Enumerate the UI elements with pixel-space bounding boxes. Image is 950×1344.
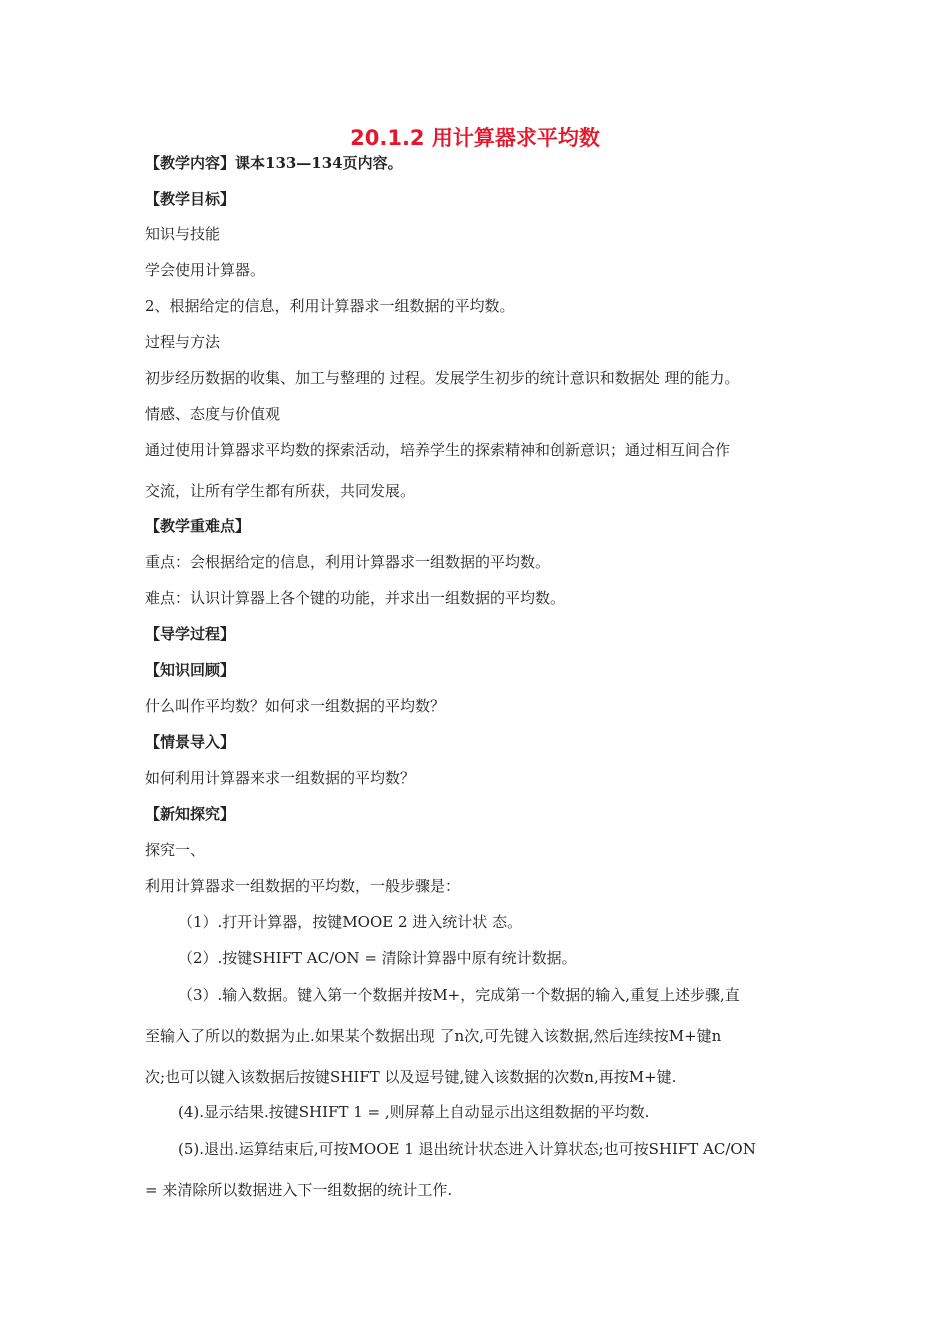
section-guided-process: 【导学过程】 (145, 625, 236, 643)
step-5-line-1: (5).退出.运算结束后,可按MOOE 1 退出统计状态进入计算状态;也可按SHIFT AC/ON (178, 1140, 756, 1158)
review-question: 什么叫作平均数？如何求一组数据的平均数？ (145, 697, 446, 715)
step-3-line-2: 至输入了所以的数据为止.如果某个数据出现 了n次,可先键入该数据,然后连续按M+键n (145, 1027, 722, 1045)
section-key-difficult-points: 【教学重难点】 (145, 517, 251, 535)
teaching-content-line: 【教学内容】课本133—134页内容。 (145, 154, 403, 172)
section-knowledge-review: 【知识回顾】 (145, 661, 236, 679)
step-3-line-1: （3）.输入数据。键入第一个数据并按M+，完成第一个数据的输入,重复上述步骤,直 (178, 986, 740, 1004)
step-2: （2）.按键SHIFT AC/ON = 清除计算器中原有统计数据。 (178, 949, 577, 967)
goal-item-1: 学会使用计算器。 (145, 261, 266, 279)
key-point-text: 重点：会根据给定的信息，利用计算器求一组数据的平均数。 (145, 553, 551, 571)
steps-intro: 利用计算器求一组数据的平均数，一般步骤是： (145, 877, 461, 895)
section-scenario-intro: 【情景导入】 (145, 733, 236, 751)
step-3-line-3: 次;也可以键入该数据后按键SHIFT 以及逗号键,键入该数据的次数n,再按M+键. (145, 1068, 677, 1086)
document-title: 20.1.2 用计算器求平均数 (350, 126, 600, 150)
emotion-values-text-2: 交流，让所有学生都有所获，共同发展。 (145, 482, 416, 500)
scenario-question: 如何利用计算器来求一组数据的平均数？ (145, 769, 416, 787)
step-1: （1）.打开计算器，按键MOOE 2 进入统计状 态。 (178, 913, 523, 931)
step-5-line-2: = 来清除所以数据进入下一组数据的统计工作. (145, 1181, 453, 1199)
subheading-knowledge-skills: 知识与技能 (145, 225, 221, 243)
section-new-knowledge: 【新知探究】 (145, 805, 236, 823)
process-methods-text: 初步经历数据的收集、加工与整理的 过程。发展学生初步的统计意识和数据处 理的能力。 (145, 369, 740, 387)
subheading-process-methods: 过程与方法 (145, 333, 221, 351)
subheading-emotion-values: 情感、态度与价值观 (145, 405, 281, 423)
exploration-one-heading: 探究一、 (145, 841, 206, 859)
section-teaching-goals: 【教学目标】 (145, 190, 236, 208)
difficult-point-text: 难点：认识计算器上各个键的功能，并求出一组数据的平均数。 (145, 589, 566, 607)
goal-item-2: 2、根据给定的信息，利用计算器求一组数据的平均数。 (145, 297, 515, 315)
emotion-values-text-1: 通过使用计算器求平均数的探索活动，培养学生的探索精神和创新意识；通过相互间合作 (145, 441, 731, 459)
step-4: (4).显示结果.按键SHIFT 1 = ,则屏幕上自动显示出这组数据的平均数. (178, 1103, 650, 1121)
